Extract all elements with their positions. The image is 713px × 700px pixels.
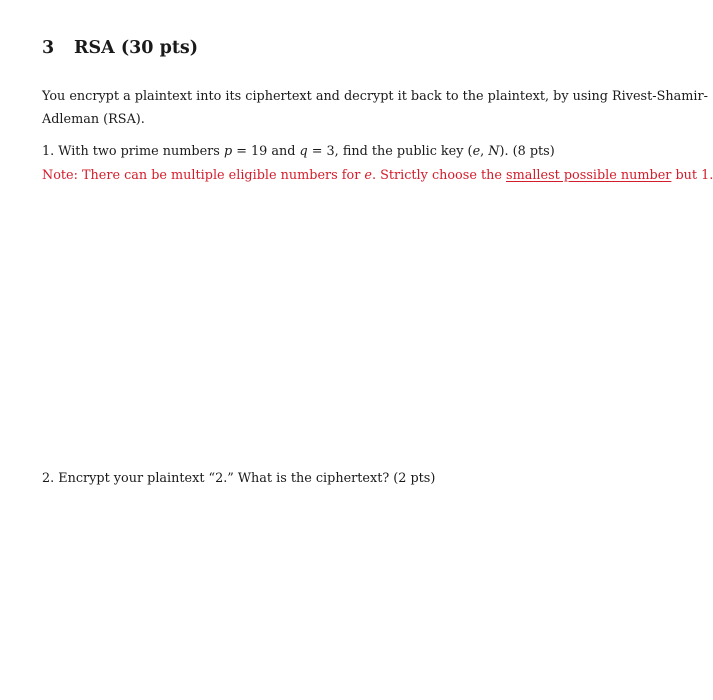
note-line bbox=[42, 164, 713, 187]
q1-suffix: ). (8 pts) bbox=[499, 144, 555, 159]
intro-line-1: You encrypt a plaintext into its ciphertext and decrypt it back to the plaintext, by using Rivest-Shamir- bbox=[42, 89, 708, 104]
section-title: RSA (30 pts) bbox=[74, 38, 199, 58]
note-underlined: smallest possible number bbox=[506, 168, 672, 183]
section-number: 3 bbox=[42, 38, 55, 58]
q1-q-eq: = 3, find the public key ( bbox=[307, 144, 473, 159]
intro-line-2: Adleman (RSA). bbox=[42, 112, 145, 127]
question-2: 2. Encrypt your plaintext “2.” What is the ciphertext? (2 pts) bbox=[42, 471, 436, 486]
section-heading bbox=[42, 38, 198, 58]
q1-prefix: 1. With two prime numbers bbox=[42, 144, 224, 159]
question-1 bbox=[42, 140, 555, 163]
note-part-2: . Strictly choose the bbox=[371, 168, 506, 183]
q1-comma: , bbox=[480, 144, 489, 159]
q1-e-var: e bbox=[472, 144, 481, 159]
q1-q-var: q bbox=[299, 144, 308, 159]
q1-p-eq: = 19 and bbox=[232, 144, 300, 159]
q1-p-var: p bbox=[223, 144, 233, 159]
note-e-var: e bbox=[364, 168, 372, 183]
q1-n-var: N bbox=[488, 144, 500, 159]
note-part-3: but 1. bbox=[671, 168, 713, 183]
intro-paragraph bbox=[42, 85, 708, 131]
note-part-1: Note: There can be multiple eligible numbers for bbox=[42, 168, 365, 183]
